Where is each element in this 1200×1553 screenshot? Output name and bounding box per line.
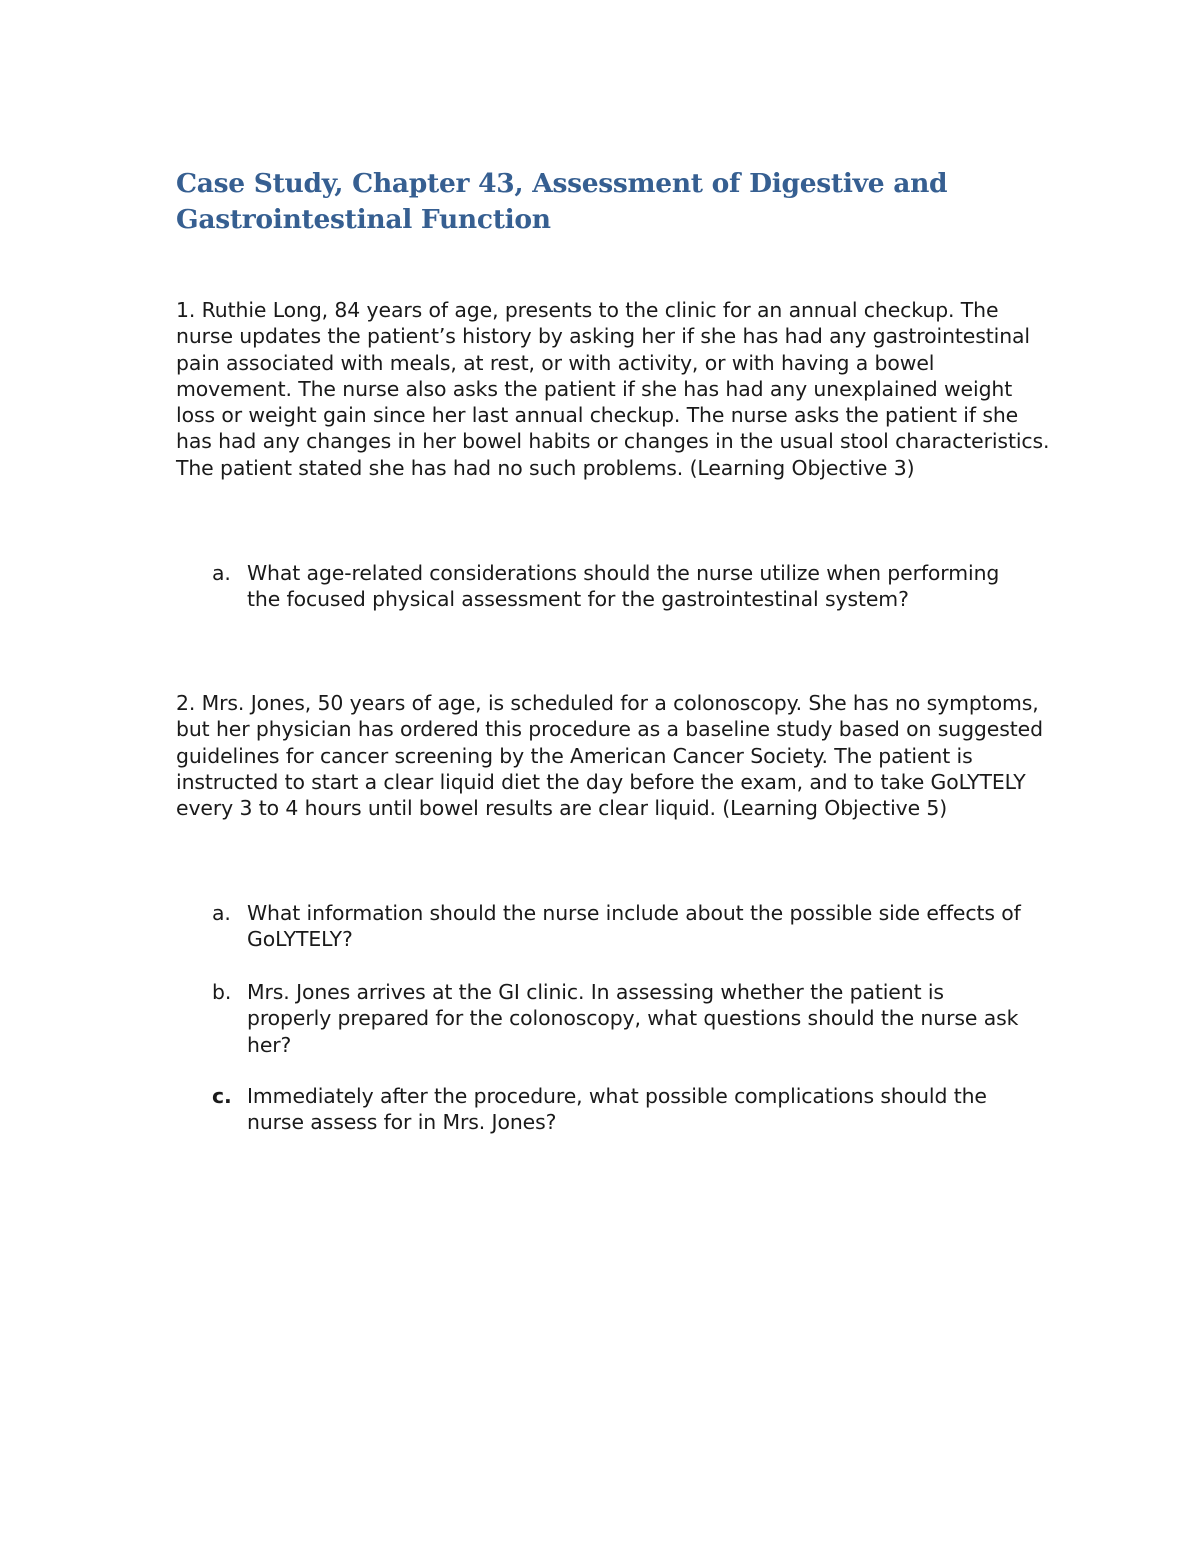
question-marker: b. bbox=[212, 980, 232, 1004]
question-2c bbox=[212, 1083, 1032, 1136]
question-text: What information should the nurse include about the possible side effects of GoLYTELY? bbox=[247, 901, 1021, 952]
document-title: Case Study, Chapter 43, Assessment of Digestive and Gastrointestinal Function bbox=[176, 168, 948, 235]
question-marker: a. bbox=[212, 561, 231, 585]
question-marker: c. bbox=[212, 1084, 232, 1108]
question-1a bbox=[212, 560, 1032, 613]
question-text: What age-related considerations should the nurse utilize when performing the focused physical assessment for the gastrointestinal system? bbox=[247, 561, 1000, 612]
question-marker: a. bbox=[212, 901, 231, 925]
case-paragraph-1: 1. Ruthie Long, 84 years of age, presents to the clinic for an annual checkup. The nurse updates the patient’s history by asking her if she has had any gastrointestinal pain associated with meals, at rest, or with activity, or with having a bowel movement. The nurse also asks the patient if she has had any unexplained weight loss or weight gain since her last annual checkup. The nurse asks the patient if she has had any changes in her bowel habits or changes in the usual stool characteristics. The patient stated she has had no such problems. (Learning Objective 3) bbox=[176, 298, 1050, 480]
question-text: Mrs. Jones arrives at the GI clinic. In assessing whether the patient is properly prepared for the colonoscopy, what questions should the nurse ask her? bbox=[247, 980, 1019, 1057]
case-paragraph-2: 2. Mrs. Jones, 50 years of age, is scheduled for a colonoscopy. She has no symptoms, but her physician has ordered this procedure as a baseline study based on suggested guidelines for cancer screening by the American Cancer Society. The patient is instructed to start a clear liquid diet the day before the exam, and to take GoLYTELY every 3 to 4 hours until bowel results are clear liquid. (Learning Objective 5) bbox=[176, 691, 1043, 821]
question-text: Immediately after the procedure, what possible complications should the nurse assess for in Mrs. Jones? bbox=[247, 1084, 987, 1135]
question-2a bbox=[212, 900, 1032, 953]
question-2b bbox=[212, 979, 1032, 1058]
